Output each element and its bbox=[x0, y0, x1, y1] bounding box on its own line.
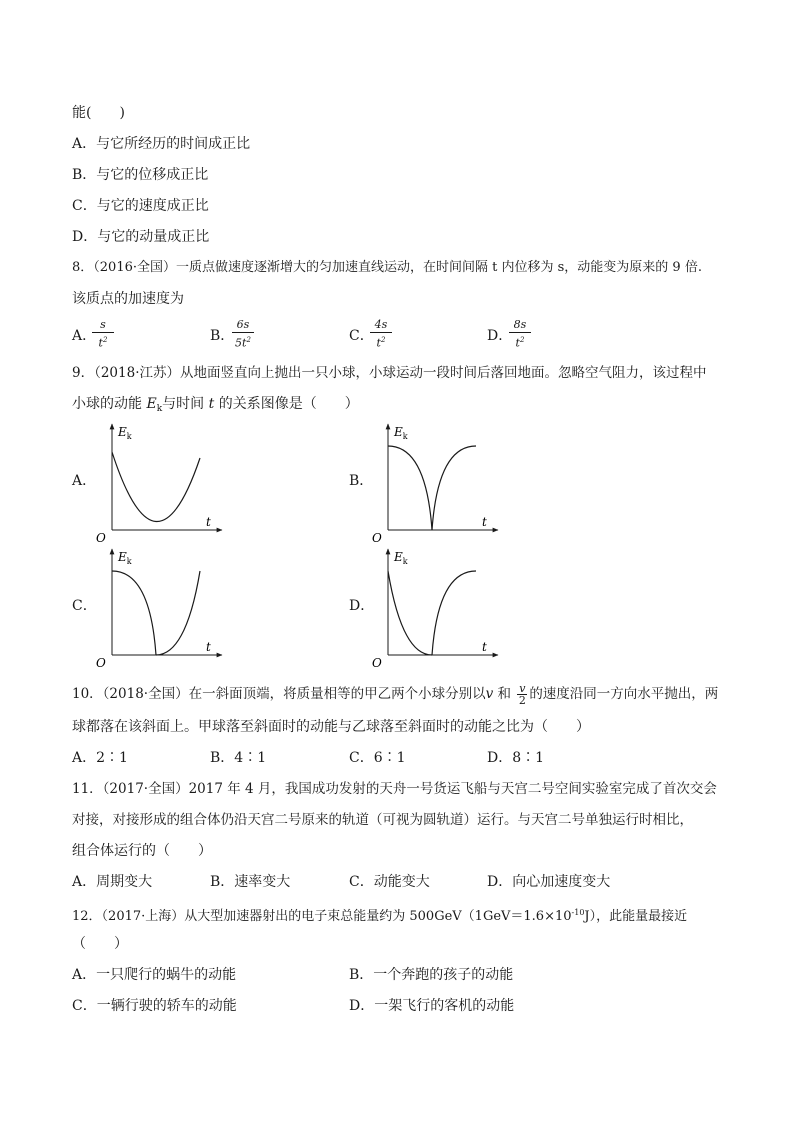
q7-option-c bbox=[72, 197, 209, 215]
ek-curve-right bbox=[432, 571, 476, 655]
q12-option-d: D．一架飞行的客机的动能 bbox=[349, 998, 515, 1014]
q8-option-a-label: A． bbox=[72, 328, 97, 344]
q11-option-d: D．向心加速度变大 bbox=[487, 874, 611, 890]
q8-option-b-label: B． bbox=[210, 328, 235, 344]
q12-option-c: C．一辆行驶的轿车的动能 bbox=[72, 998, 237, 1014]
q8-option-d-fraction bbox=[509, 319, 531, 350]
y-axis-label: $E_k$ bbox=[118, 550, 132, 566]
q10-stem-line1: 10．（2018·全国）在一斜面顶端，将质量相等的甲乙两个小球分别以v 和 $\frac{v}{2}$ 的速度沿同一方向水平抛出，两 bbox=[72, 682, 719, 707]
origin-label: O bbox=[96, 656, 106, 670]
q10-stem-line2: 球都落在该斜面上。甲球落至斜面时的动能与乙球落至斜面时的动能之比为（ ） bbox=[72, 719, 590, 735]
v-half-fraction: $\frac{v}{2}$ bbox=[518, 682, 526, 707]
q7-option-a bbox=[72, 135, 250, 153]
x-axis-label: t bbox=[206, 640, 211, 654]
q11-option-b: B．速率变大 bbox=[210, 874, 291, 890]
fraction-denominator: 5t bbox=[235, 336, 247, 350]
q11-stem-line1: 11．（2017·全国）2017 年 4 月，我国成功发射的天舟一号货运飞船与天宫二号空间实验室完成了首次交会 bbox=[72, 781, 717, 797]
q12-stem-line1: 12．（2017·上海）从大型加速器射出的电子束总能量约为 $500GeV(1GeV=1.6\times 10^{-10}J)$，此能量最接近 bbox=[72, 908, 688, 924]
q12-option-a: A．一只爬行的蜗牛的动能 bbox=[72, 967, 237, 983]
graph-a-label: A． bbox=[72, 473, 97, 489]
y-axis-label: $E_k$ bbox=[118, 425, 132, 441]
origin-label: O bbox=[372, 656, 382, 670]
q11-stem-line3: 组合体运行的（ ） bbox=[72, 843, 212, 859]
q8-stem-line2: 该质点的加速度为 bbox=[72, 291, 184, 307]
option-text: 与它的位移成正比 bbox=[96, 167, 209, 183]
q10-option-d: D．8∶1 bbox=[487, 750, 545, 766]
q8-option-c-fraction bbox=[370, 319, 392, 350]
origin-label: O bbox=[96, 531, 106, 545]
fraction-denominator: t bbox=[98, 336, 103, 350]
graph-d-label: D． bbox=[349, 598, 375, 614]
graph-a bbox=[92, 418, 232, 546]
option-label: C． bbox=[72, 198, 97, 214]
fraction-numerator: 4s bbox=[374, 318, 388, 331]
x-axis-label: t bbox=[482, 640, 487, 654]
fraction-numerator: 6s bbox=[236, 318, 250, 331]
origin-label: O bbox=[372, 531, 382, 545]
q9-stem-line1: 9．（2018·江苏）从地面竖直向上抛出一只小球，小球运动一段时间后落回地面。忽略空气阻力，该过程中 bbox=[72, 365, 707, 381]
q10-option-b: B．4∶1 bbox=[210, 750, 267, 766]
graph-d bbox=[368, 543, 508, 671]
option-text: 与它的动量成正比 bbox=[97, 229, 210, 245]
q8-option-c-label: C． bbox=[349, 328, 374, 344]
q7-option-b bbox=[72, 166, 208, 184]
fraction-numerator: 8s bbox=[513, 318, 527, 331]
ek-curve-right bbox=[156, 571, 200, 655]
ek-curve-right bbox=[432, 446, 476, 530]
q10-option-c: C．6∶1 bbox=[349, 750, 406, 766]
graph-b-label: B． bbox=[349, 473, 374, 489]
ek-curve-left bbox=[388, 446, 432, 530]
option-text: 与它所经历的时间成正比 bbox=[96, 136, 251, 152]
option-label: A． bbox=[72, 136, 97, 152]
graph-b bbox=[368, 418, 508, 546]
fraction-numerator: s bbox=[100, 318, 106, 331]
fraction-exponent: 2 bbox=[246, 336, 251, 344]
q8-stem-line1: 8．（2016·全国）一质点做速度逐渐增大的匀加速直线运动，在时间间隔 t 内位移为 s，动能变为原来的 9 倍. bbox=[72, 260, 702, 275]
q8-option-d-label: D． bbox=[487, 328, 513, 344]
fraction-denominator: t bbox=[376, 336, 381, 350]
ek-curve bbox=[112, 452, 200, 522]
q7-option-d bbox=[72, 228, 209, 246]
q12-stem-line2: （ ） bbox=[72, 936, 128, 952]
q11-option-a: A．周期变大 bbox=[72, 874, 153, 890]
q11-option-c: C．动能变大 bbox=[349, 874, 430, 890]
y-axis-label: $E_k$ bbox=[394, 425, 408, 441]
q8-option-a-fraction bbox=[92, 319, 114, 350]
q9-stem-line2: 小球的动能 $E_k$与时间 t 的关系图像是（ ） bbox=[72, 396, 359, 414]
q8-option-b-fraction bbox=[232, 319, 254, 350]
q12-option-b: B．一个奔跑的孩子的动能 bbox=[349, 967, 514, 983]
fraction-denominator: t bbox=[515, 336, 520, 350]
q11-stem-line2: 对接，对接形成的组合体仍沿天宫二号原来的轨道（可视为圆轨道）运行。与天宫二号单独运行时相比， bbox=[72, 812, 693, 828]
x-axis-label: t bbox=[206, 515, 211, 529]
fraction-exponent: 2 bbox=[380, 336, 386, 344]
q10-option-a: A．2∶1 bbox=[72, 750, 128, 766]
y-axis-label: $E_k$ bbox=[394, 550, 408, 566]
ek-curve-left bbox=[112, 571, 156, 655]
graph-c bbox=[92, 543, 232, 671]
option-label: D． bbox=[72, 229, 98, 245]
fraction-exponent: 2 bbox=[102, 336, 108, 344]
option-text: 与它的速度成正比 bbox=[96, 198, 209, 214]
q7-continuation: 能( ) bbox=[72, 105, 125, 121]
x-axis-label: t bbox=[482, 515, 487, 529]
fraction-exponent: 2 bbox=[519, 336, 525, 344]
ek-curve-left bbox=[388, 571, 432, 655]
option-label: B． bbox=[72, 167, 97, 183]
graph-c-label: C． bbox=[72, 598, 97, 614]
